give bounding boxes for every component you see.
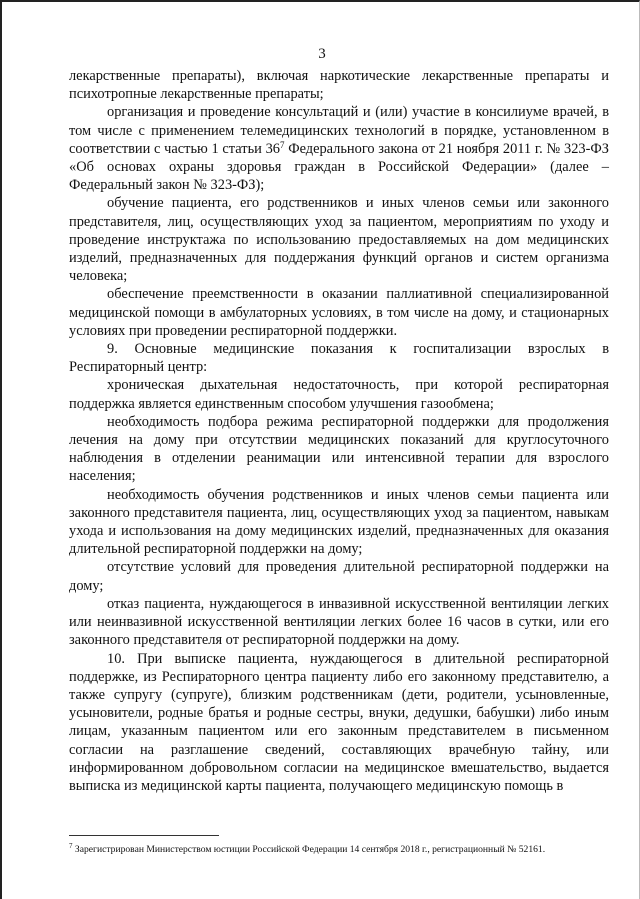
paragraph-7: необходимость подбора режима респираторной поддержки для продолжения лечения на дому при отсутствии медицинских показаний для круглосуточного наблюдения в отделении реанимации или интенсивной терапии для взрослого населения; <box>69 413 609 485</box>
paragraph-3: обучение пациента, его родственников и иных членов семьи или законного представителя, лиц, осуществляющих уход за пациентом, мероприятиям по уходу и проведение инструктажа по использованию предоставляемых на дом медицинских изделий, предназначенных для поддержания функций органов и систем организма человека; <box>69 195 609 285</box>
paragraph-11: 10. При выписке пациента, нуждающегося в длительной респираторной поддержке, из Респираторного центра пациенту либо его законному представителю, а также супругу (супруге), близким родственникам (дети, родители, усыновленные, усыновители, родные братья и родные сестры, внуки, дедушки, бабушки) либо иным лицам, указанным пациентом или его законным представителем в письменном согласии на разглашение сведений, составляющих врачебную тайну, или информированном добровольном согласии на медицинское вмешательство, выдается выписка из медицинской карты пациента, получающего медицинскую помощь в <box>69 650 609 794</box>
paragraph-8: необходимость обучения родственников и иных членов семьи пациента или законного представителя пациента, лиц, осуществляющих уход за пациентом, навыкам ухода и использования на дому медицинских изделий, предназначенных для оказания длительной респираторной поддержки на дому; <box>69 486 609 558</box>
document-body <box>69 67 609 795</box>
footnote-reference: 7 <box>279 139 285 150</box>
page-number: 3 <box>318 46 326 62</box>
paragraph-10: отказ пациента, нуждающегося в инвазивной искусственной вентиляции легких или неинвазивной искусственной вентиляции легких более 16 часов в сутки, или его законного представителя от респираторной поддержки на дому. <box>69 595 609 649</box>
footnote-text: Зарегистрирован Министерством юстиции Российской Федерации 14 сентября 2018 г., регистрационный № 52161. <box>72 844 546 855</box>
paragraph-9: отсутствие условий для проведения длительной респираторной поддержки на дому; <box>69 559 609 594</box>
paragraph-5: 9. Основные медицинские показания к госпитализации взрослых в Респираторный центр: <box>69 341 609 376</box>
paragraph-2 <box>69 103 609 194</box>
paragraph-1: лекарственные препараты), включая наркотические лекарственные препараты и психотропные лекарственные препараты; <box>69 68 609 103</box>
paragraph-6: хроническая дыхательная недостаточность, при которой респираторная поддержка является единственным способом улучшения газообмена; <box>69 377 609 412</box>
paragraph-2-tail: Федерального закона от 21 ноября 2011 г. № 323-ФЗ «Об основах охраны здоровья граждан в Российской Федерации» (далее – Федеральный закон № 323-ФЗ); <box>69 140 610 194</box>
paragraph-4: обеспечение преемственности в оказании паллиативной специализированной медицинской помощи в амбулаторных условиях, в том числе на дому, и стационарных условиях при проведении респираторной поддержки. <box>69 286 609 339</box>
footnote-divider <box>69 835 219 836</box>
footnote <box>69 844 614 856</box>
footnote-marker: 7 <box>69 842 73 850</box>
paragraph-2-text: организация и проведение консультаций и (или) участие в консилиуме врачей, в том числе с применением телемедицинских технологий в порядке, установленном в соответствии с частью 1 статьи 36 <box>69 104 609 157</box>
